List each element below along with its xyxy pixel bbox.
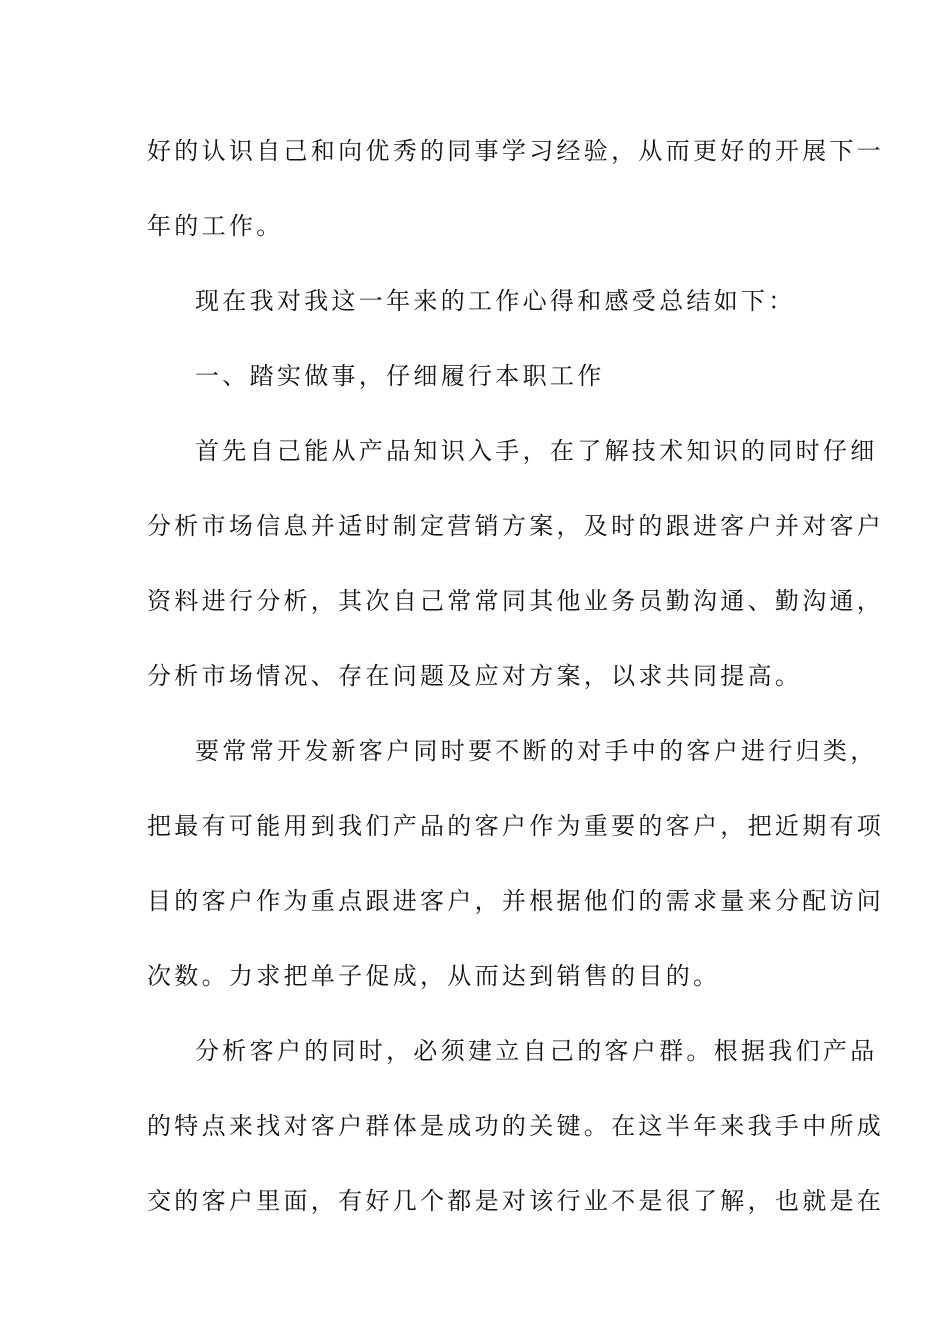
text-line: 现在我对我这一年来的工作心得和感受总结如下： xyxy=(195,287,796,315)
text-line: 把最有可能用到我们产品的客户作为重要的客户，把近期有项 xyxy=(147,812,885,840)
text-line: 好的认识自己和向优秀的同事学习经验，从而更好的开展下一 xyxy=(147,137,885,165)
text-line: 目的客户作为重点跟进客户，并根据他们的需求量来分配访问 xyxy=(147,887,885,915)
text-line: 次数。力求把单子促成，从而达到销售的目的。 xyxy=(147,962,721,990)
text-line: 交的客户里面，有好几个都是对该行业不是很了解，也就是在 xyxy=(147,1187,885,1215)
text-line: 分析客户的同时，必须建立自己的客户群。根据我们产品 xyxy=(195,1037,878,1065)
text-line: 分析市场情况、存在问题及应对方案，以求共同提高。 xyxy=(147,662,803,690)
text-line: 资料进行分析，其次自己常常同其他业务员勤沟通、勤沟通， xyxy=(147,587,885,615)
text-line: 分析市场信息并适时制定营销方案，及时的跟进客户并对客户 xyxy=(147,512,885,540)
text-line: 年的工作。 xyxy=(147,212,284,240)
text-line: 首先自己能从产品知识入手，在了解技术知识的同时仔细 xyxy=(195,437,878,465)
text-line: 要常常开发新客户同时要不断的对手中的客户进行归类， xyxy=(195,737,878,765)
section-heading: 一、踏实做事，仔细履行本职工作 xyxy=(195,362,605,390)
text-line: 的特点来找对客户群体是成功的关键。在这半年来我手中所成 xyxy=(147,1112,885,1140)
